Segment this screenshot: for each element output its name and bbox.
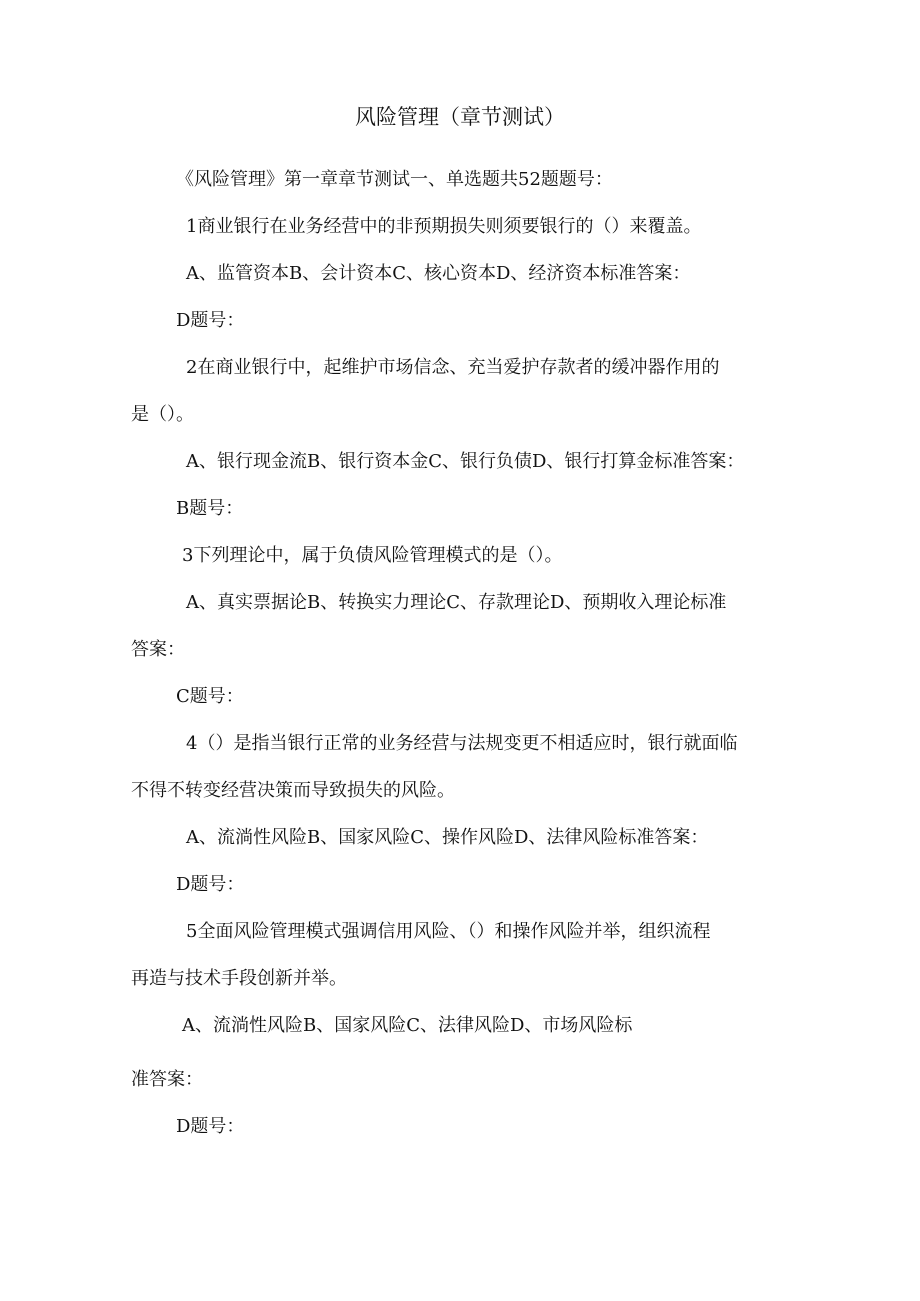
question-1-options: A、监管资本B、会计资本C、核心资本D、经济资本标准答案： [186, 263, 691, 284]
document-title: 风险管理（章节测试） [355, 105, 565, 129]
question-5-options-cont: 准答案： [131, 1069, 203, 1090]
question-1-answer: D题号： [176, 310, 245, 331]
question-2-answer: B题号： [176, 498, 244, 519]
question-3-options-cont: 答案： [131, 639, 185, 660]
question-3-options: A、真实票据论B、转换实力理论C、存款理论D、预期收入理论标准 [186, 592, 727, 613]
question-4-answer: D题号： [176, 874, 245, 895]
question-3-text: 3下列理论中，属于负债风险管理模式的是（）。 [182, 545, 563, 566]
question-2-text: 2在商业银行中，起维护市场信念、充当爱护存款者的缓冲器作用的 [186, 357, 720, 378]
intro-line: 《风险管理》第一章章节测试一、单选题共52题题号： [176, 169, 613, 190]
question-2-options: A、银行现金流B、银行资本金C、银行负债D、银行打算金标准答案： [186, 451, 745, 472]
question-5-options: A、流淌性风险B、国家风险C、法律风险D、市场风险标 [182, 1015, 633, 1036]
question-4-options: A、流淌性风险B、国家风险C、操作风险D、法律风险标准答案： [186, 827, 709, 848]
question-5-answer: D题号： [176, 1116, 245, 1137]
question-3-answer: C题号： [176, 686, 244, 707]
question-4-text: 4（）是指当银行正常的业务经营与法规变更不相适应时，银行就面临 [186, 733, 738, 754]
question-5-text-cont: 再造与技术手段创新并举。 [131, 968, 347, 989]
question-1-text: 1商业银行在业务经营中的非预期损失则须要银行的（）来覆盖。 [186, 216, 702, 237]
question-4-text-cont: 不得不转变经营决策而导致损失的风险。 [131, 780, 455, 801]
question-5-text: 5全面风险管理模式强调信用风险、（）和操作风险并举，组织流程 [186, 921, 711, 942]
question-2-text-cont: 是（）。 [131, 404, 194, 425]
